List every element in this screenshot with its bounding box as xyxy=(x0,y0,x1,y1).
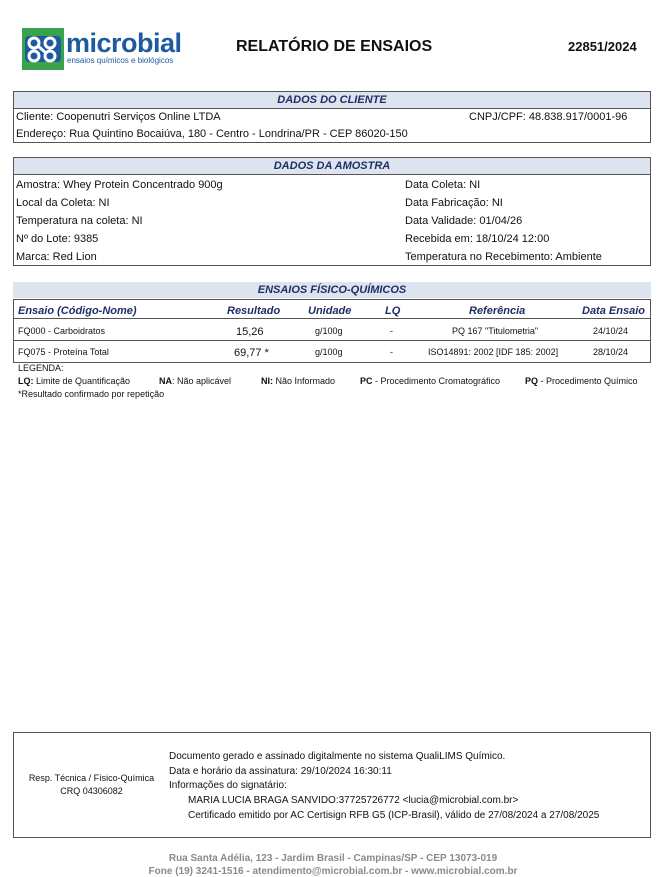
col-header-lq: LQ xyxy=(385,305,401,317)
sample-section xyxy=(13,157,651,266)
certificate-info: Certificado emitido por AC Certisign RFB G5 (ICP-Brasil), válido de 27/08/2024 a 27/08/2025 xyxy=(188,810,600,821)
col-header-resultado: Resultado xyxy=(227,305,281,317)
legend-abbr: PQ xyxy=(525,376,539,386)
col-header-ensaio: Ensaio (Código-Nome) xyxy=(18,305,137,317)
report-number: 22851/2024 xyxy=(568,39,637,54)
microbial-logo-icon xyxy=(22,28,64,70)
sample-field: Nº do Lote: 9385 xyxy=(16,233,99,245)
sample-date-field: Data Coleta: NI xyxy=(405,179,481,191)
client-section-header: DADOS DO CLIENTE xyxy=(14,92,650,108)
legend-text: - Procedimento Cromatográfico xyxy=(372,376,501,386)
sample-date-field: Temperatura no Recebimento: Ambiente xyxy=(405,251,602,263)
legend-abbr: PC xyxy=(360,376,373,386)
resp-tecnica: Resp. Técnica / Físico-Química xyxy=(28,773,155,783)
table-cell-data: 28/10/24 xyxy=(593,347,629,357)
legend-abbr: NA xyxy=(159,376,172,386)
table-cell-resultado: 15,26 xyxy=(236,326,264,338)
logo-wordmark: microbial xyxy=(66,28,182,58)
legend-title: LEGENDA: xyxy=(18,363,64,373)
footer-address: Rua Santa Adélia, 123 - Jardim Brasil - Campinas/SP - CEP 13073-019 xyxy=(168,853,498,864)
legend-text: Limite de Quantificação xyxy=(33,376,131,386)
sample-field: Local da Coleta: NI xyxy=(16,197,110,209)
table-cell-data: 24/10/24 xyxy=(593,326,629,336)
col-header-data-ensaio: Data Ensaio xyxy=(582,305,645,317)
sample-date-field: Data Validade: 01/04/26 xyxy=(405,215,523,227)
legend-note: *Resultado confirmado por repetição xyxy=(18,389,165,399)
table-cell-ensaio: FQ000 - Carboidratos xyxy=(18,326,106,336)
table-cell-referencia: ISO14891: 2002 [IDF 185: 2002] xyxy=(428,347,559,357)
sample-section-header: DADOS DA AMOSTRA xyxy=(14,158,650,174)
table-cell-resultado: 69,77 * xyxy=(234,347,269,359)
signature-line: Documento gerado e assinado digitalmente no sistema QualiLIMS Químico. xyxy=(169,751,506,762)
table-cell-lq: - xyxy=(390,347,393,357)
tests-table xyxy=(13,299,651,363)
footer-contact: Fone (19) 3241-1516 - atendimento@microbial.com.br - www.microbial.com.br xyxy=(148,866,518,877)
signature-box xyxy=(13,732,651,838)
col-header-referencia: Referência xyxy=(469,305,526,317)
legend-text: : Não aplicável xyxy=(172,376,232,386)
logo-tagline: ensaios químicos e biológicos xyxy=(67,56,174,65)
legend-abbr: NI: xyxy=(261,376,273,386)
legend-item xyxy=(159,376,231,386)
table-cell-ensaio: FQ075 - Proteína Total xyxy=(18,347,109,357)
signature-line: Data e horário da assinatura: 29/10/2024 16:30:11 xyxy=(169,766,392,777)
col-header-unidade: Unidade xyxy=(308,305,352,317)
sample-field: Amostra: Whey Protein Concentrado 900g xyxy=(16,179,223,191)
table-cell-unidade: g/100g xyxy=(315,347,343,357)
resp-crq: CRQ 04306082 xyxy=(60,786,123,796)
table-cell-referencia: PQ 167 "Titulometria" xyxy=(452,326,539,336)
report-title: RELATÓRIO DE ENSAIOS xyxy=(236,38,433,55)
tests-section-header: ENSAIOS FÍSICO-QUÍMICOS xyxy=(13,282,651,298)
sample-date-field: Recebida em: 18/10/24 12:00 xyxy=(405,233,550,245)
legend-item xyxy=(18,376,130,386)
legend-abbr: LQ: xyxy=(18,376,34,386)
client-section xyxy=(13,91,651,143)
company-logo xyxy=(22,28,182,72)
legend-text: - Procedimento Químico xyxy=(538,376,638,386)
legend-item xyxy=(360,376,500,386)
signature-line: Informações do signatário: xyxy=(169,780,287,791)
table-cell-unidade: g/100g xyxy=(315,326,343,336)
sample-field: Marca: Red Lion xyxy=(16,251,97,263)
client-address: Endereço: Rua Quintino Bocaiúva, 180 - Centro - Londrina/PR - CEP 86020-150 xyxy=(16,128,408,140)
client-name: Cliente: Coopenutri Serviços Online LTDA xyxy=(16,111,221,123)
table-cell-lq: - xyxy=(390,326,393,336)
client-cnpj: CNPJ/CPF: 48.838.917/0001-96 xyxy=(469,111,628,123)
sample-field: Temperatura na coleta: NI xyxy=(16,215,143,227)
sample-date-field: Data Fabricação: NI xyxy=(405,197,503,209)
signer-info: MARIA LUCIA BRAGA SANVIDO:37725726772 <lucia@microbial.com.br> xyxy=(188,795,519,806)
legend-item xyxy=(525,376,638,386)
legend-text: Não Informado xyxy=(273,376,336,386)
legend-item xyxy=(261,376,335,386)
